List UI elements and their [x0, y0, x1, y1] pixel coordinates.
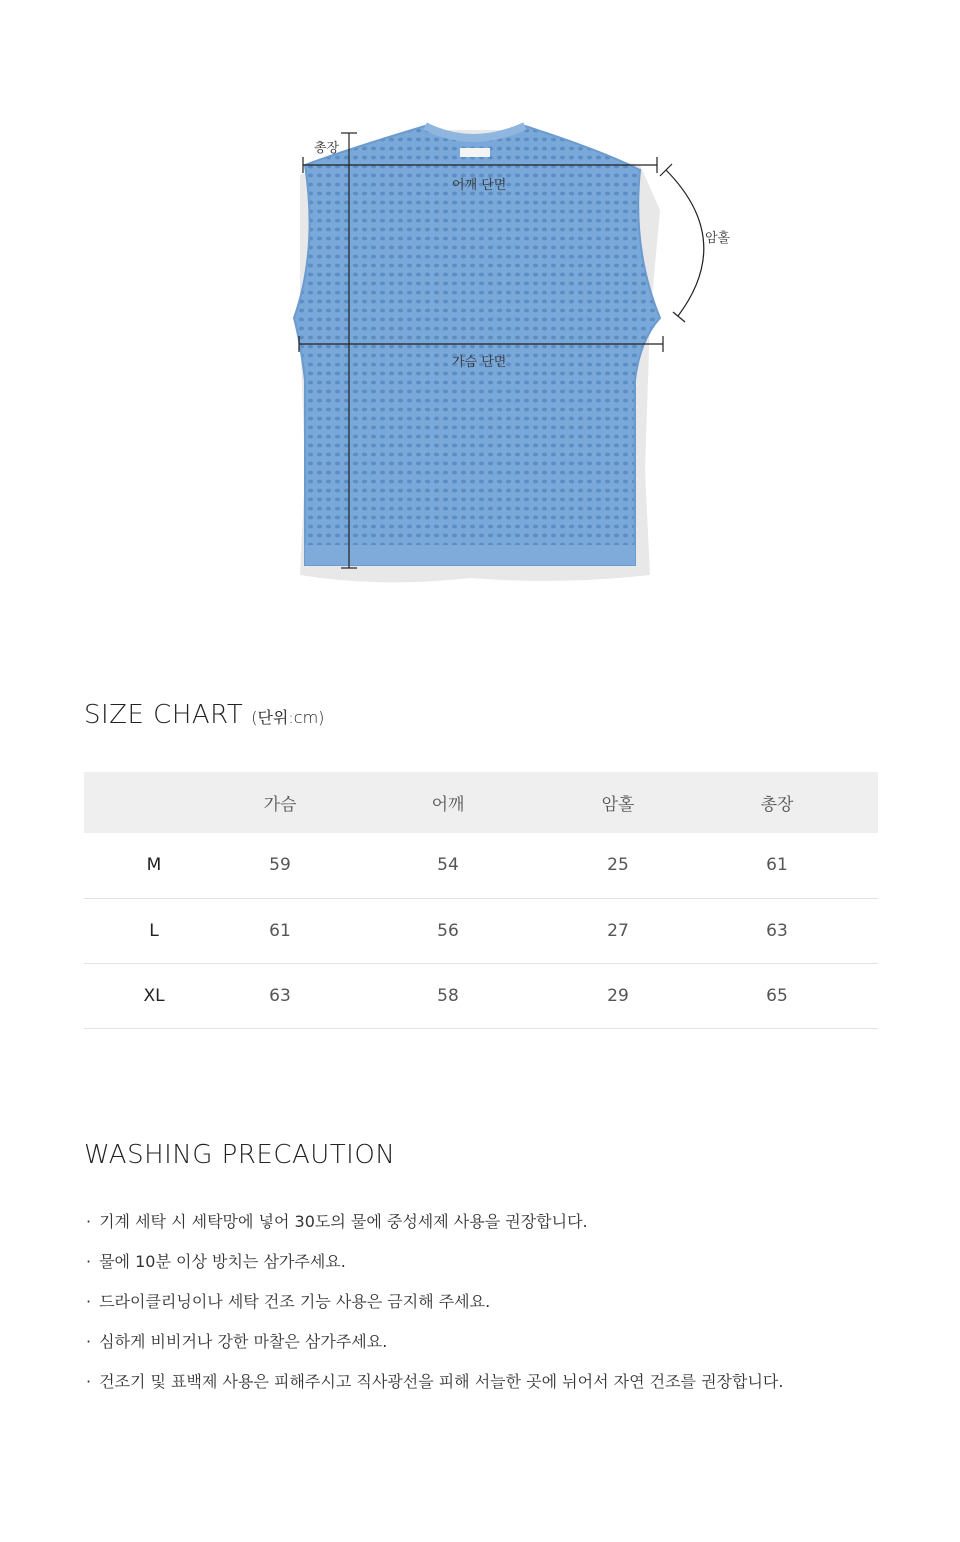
- bullet-icon: ·: [86, 1292, 92, 1311]
- size-cell: XL: [84, 963, 224, 1028]
- washing-text: 물에 10분 이상 방치는 삼가주세요.: [99, 1252, 346, 1271]
- value-cell: 25: [560, 833, 676, 898]
- header-cell: [84, 772, 224, 833]
- list-item: [86, 1246, 783, 1286]
- size-chart-heading: SIZE CHART: [84, 700, 244, 730]
- value-cell: 63: [224, 963, 336, 1028]
- armhole-arc: [666, 170, 704, 316]
- size-cell: L: [84, 898, 224, 963]
- table-row: [84, 963, 878, 1028]
- washing-text: 건조기 및 표백제 사용은 피해주시고 직사광선을 피해 서늘한 곳에 뉘어서 자연 건조를 권장합니다.: [99, 1372, 784, 1391]
- size-chart-title: [84, 700, 324, 730]
- header-cell: 가슴: [224, 772, 336, 833]
- neck-tag: [460, 148, 490, 157]
- value-cell: 54: [336, 833, 560, 898]
- size-cell: M: [84, 833, 224, 898]
- bullet-icon: ·: [86, 1212, 92, 1231]
- value-cell: 65: [676, 963, 878, 1028]
- value-cell: 63: [676, 898, 878, 963]
- garment-diagram: [0, 0, 960, 640]
- bullet-icon: ·: [86, 1252, 92, 1271]
- value-cell: 29: [560, 963, 676, 1028]
- shoulder-label: 어깨 단면: [452, 178, 507, 193]
- table-row: [84, 833, 878, 898]
- value-cell: 58: [336, 963, 560, 1028]
- list-item: [86, 1366, 783, 1406]
- header-cell: 암홀: [560, 772, 676, 833]
- size-chart-table: [84, 772, 878, 1029]
- washing-text: 심하게 비비거나 강한 마찰은 삼가주세요.: [99, 1332, 388, 1351]
- list-item: [86, 1286, 783, 1326]
- table-header-row: [84, 772, 878, 833]
- table-row: [84, 898, 878, 963]
- knit-vest-illustration: [0, 0, 960, 640]
- armhole-label: 암홀: [705, 231, 731, 246]
- washing-text: 기계 세탁 시 세탁망에 넣어 30도의 물에 중성세제 사용을 권장합니다.: [99, 1212, 588, 1231]
- length-label: 총장: [314, 141, 340, 156]
- value-cell: 61: [676, 833, 878, 898]
- header-cell: 어깨: [336, 772, 560, 833]
- washing-text: 드라이클리닝이나 세탁 건조 기능 사용은 금지해 주세요.: [99, 1292, 491, 1311]
- value-cell: 56: [336, 898, 560, 963]
- hem-rib: [305, 545, 635, 565]
- value-cell: 59: [224, 833, 336, 898]
- washing-title: WASHING PRECAUTION: [84, 1140, 396, 1170]
- washing-list: [86, 1206, 783, 1406]
- chest-label: 가슴 단면: [452, 355, 507, 370]
- list-item: [86, 1206, 783, 1246]
- bullet-icon: ·: [86, 1332, 92, 1351]
- list-item: [86, 1326, 783, 1366]
- value-cell: 27: [560, 898, 676, 963]
- size-chart-unit: (단위:cm): [251, 708, 325, 727]
- value-cell: 61: [224, 898, 336, 963]
- header-cell: 총장: [676, 772, 878, 833]
- bullet-icon: ·: [86, 1372, 92, 1391]
